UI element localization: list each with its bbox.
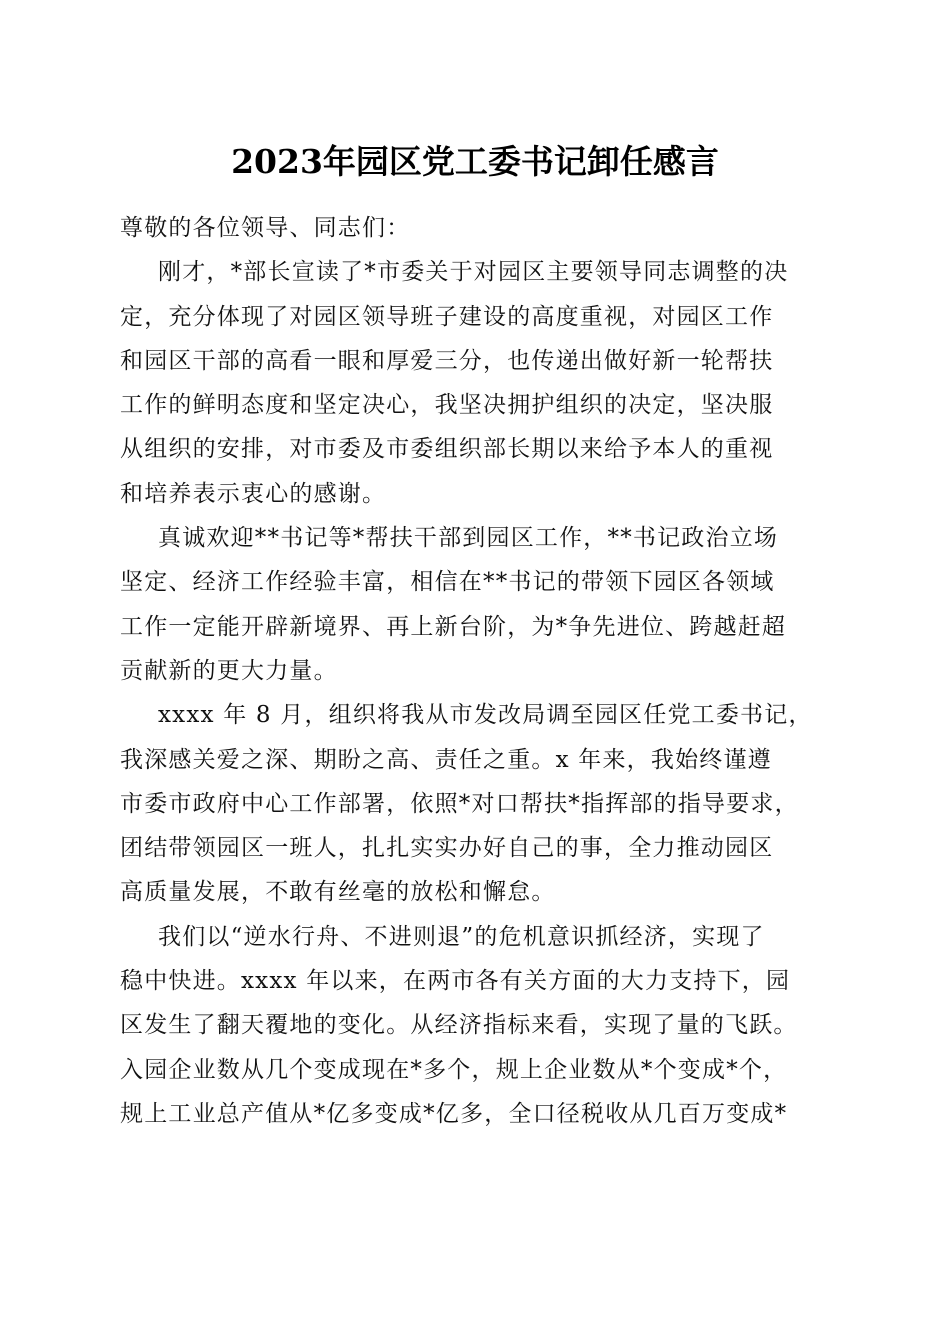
text-line: 贡献新的更大力量。 [120,657,338,684]
text-line: 区发生了翻天覆地的变化。从经济指标来看，实现了量的飞跃。 [120,1012,798,1039]
text-line: 规上工业总产值从*亿多变成*亿多，全口径税收从几百万变成* [120,1100,788,1127]
text-line: 市委市政府中心工作部署，依照*对口帮扶*指挥部的指导要求， [120,790,799,817]
text-line: 我深感关爱之深、期盼之高、责任之重。x 年来，我始终谨遵 [120,746,772,773]
text-line: 和培养表示衷心的感谢。 [120,480,387,507]
text-line: 真诚欢迎**书记等*帮扶干部到园区工作，**书记政治立场 [158,525,779,552]
text-line: xxxx 年 8 月，组织将我从市发改局调至园区任党工委书记， [158,702,813,729]
text-line: 入园企业数从几个变成现在*多个，规上企业数从*个变成*个， [120,1056,788,1083]
text-line: 高质量发展，不敢有丝毫的放松和懈怠。 [120,879,556,906]
document-title: 2023年园区党工委书记卸任感言 [231,142,719,181]
text-line: 工作一定能开辟新境界、再上新台阶，为*争先进位、跨越赶超 [120,613,787,640]
text-line: 团结带领园区一班人，扎扎实实办好自己的事，全力推动园区 [120,835,774,862]
text-line: 刚才，*部长宣读了*市委关于对园区主要领导同志调整的决 [158,259,789,286]
text-line: 从组织的安排，对市委及市委组织部长期以来给予本人的重视 [120,436,774,463]
text-line: 坚定、经济工作经验丰富，相信在**书记的带领下园区各领域 [120,569,775,596]
text-line: 尊敬的各位领导、同志们： [120,215,411,241]
text-line: 定，充分体现了对园区领导班子建设的高度重视，对园区工作 [120,303,774,330]
document-body [120,206,838,1136]
text-line: 工作的鲜明态度和坚定决心，我坚决拥护组织的决定，坚决服 [120,392,774,419]
text-line: 我们以“逆水行舟、不进则退”的危机意识抓经济，实现了 [158,923,765,950]
text-line: 和园区干部的高看一眼和厚爱三分，也传递出做好新一轮帮扶 [120,347,774,374]
text-line: 稳中快进。xxxx 年以来，在两市各有关方面的大力支持下，园 [120,968,791,995]
